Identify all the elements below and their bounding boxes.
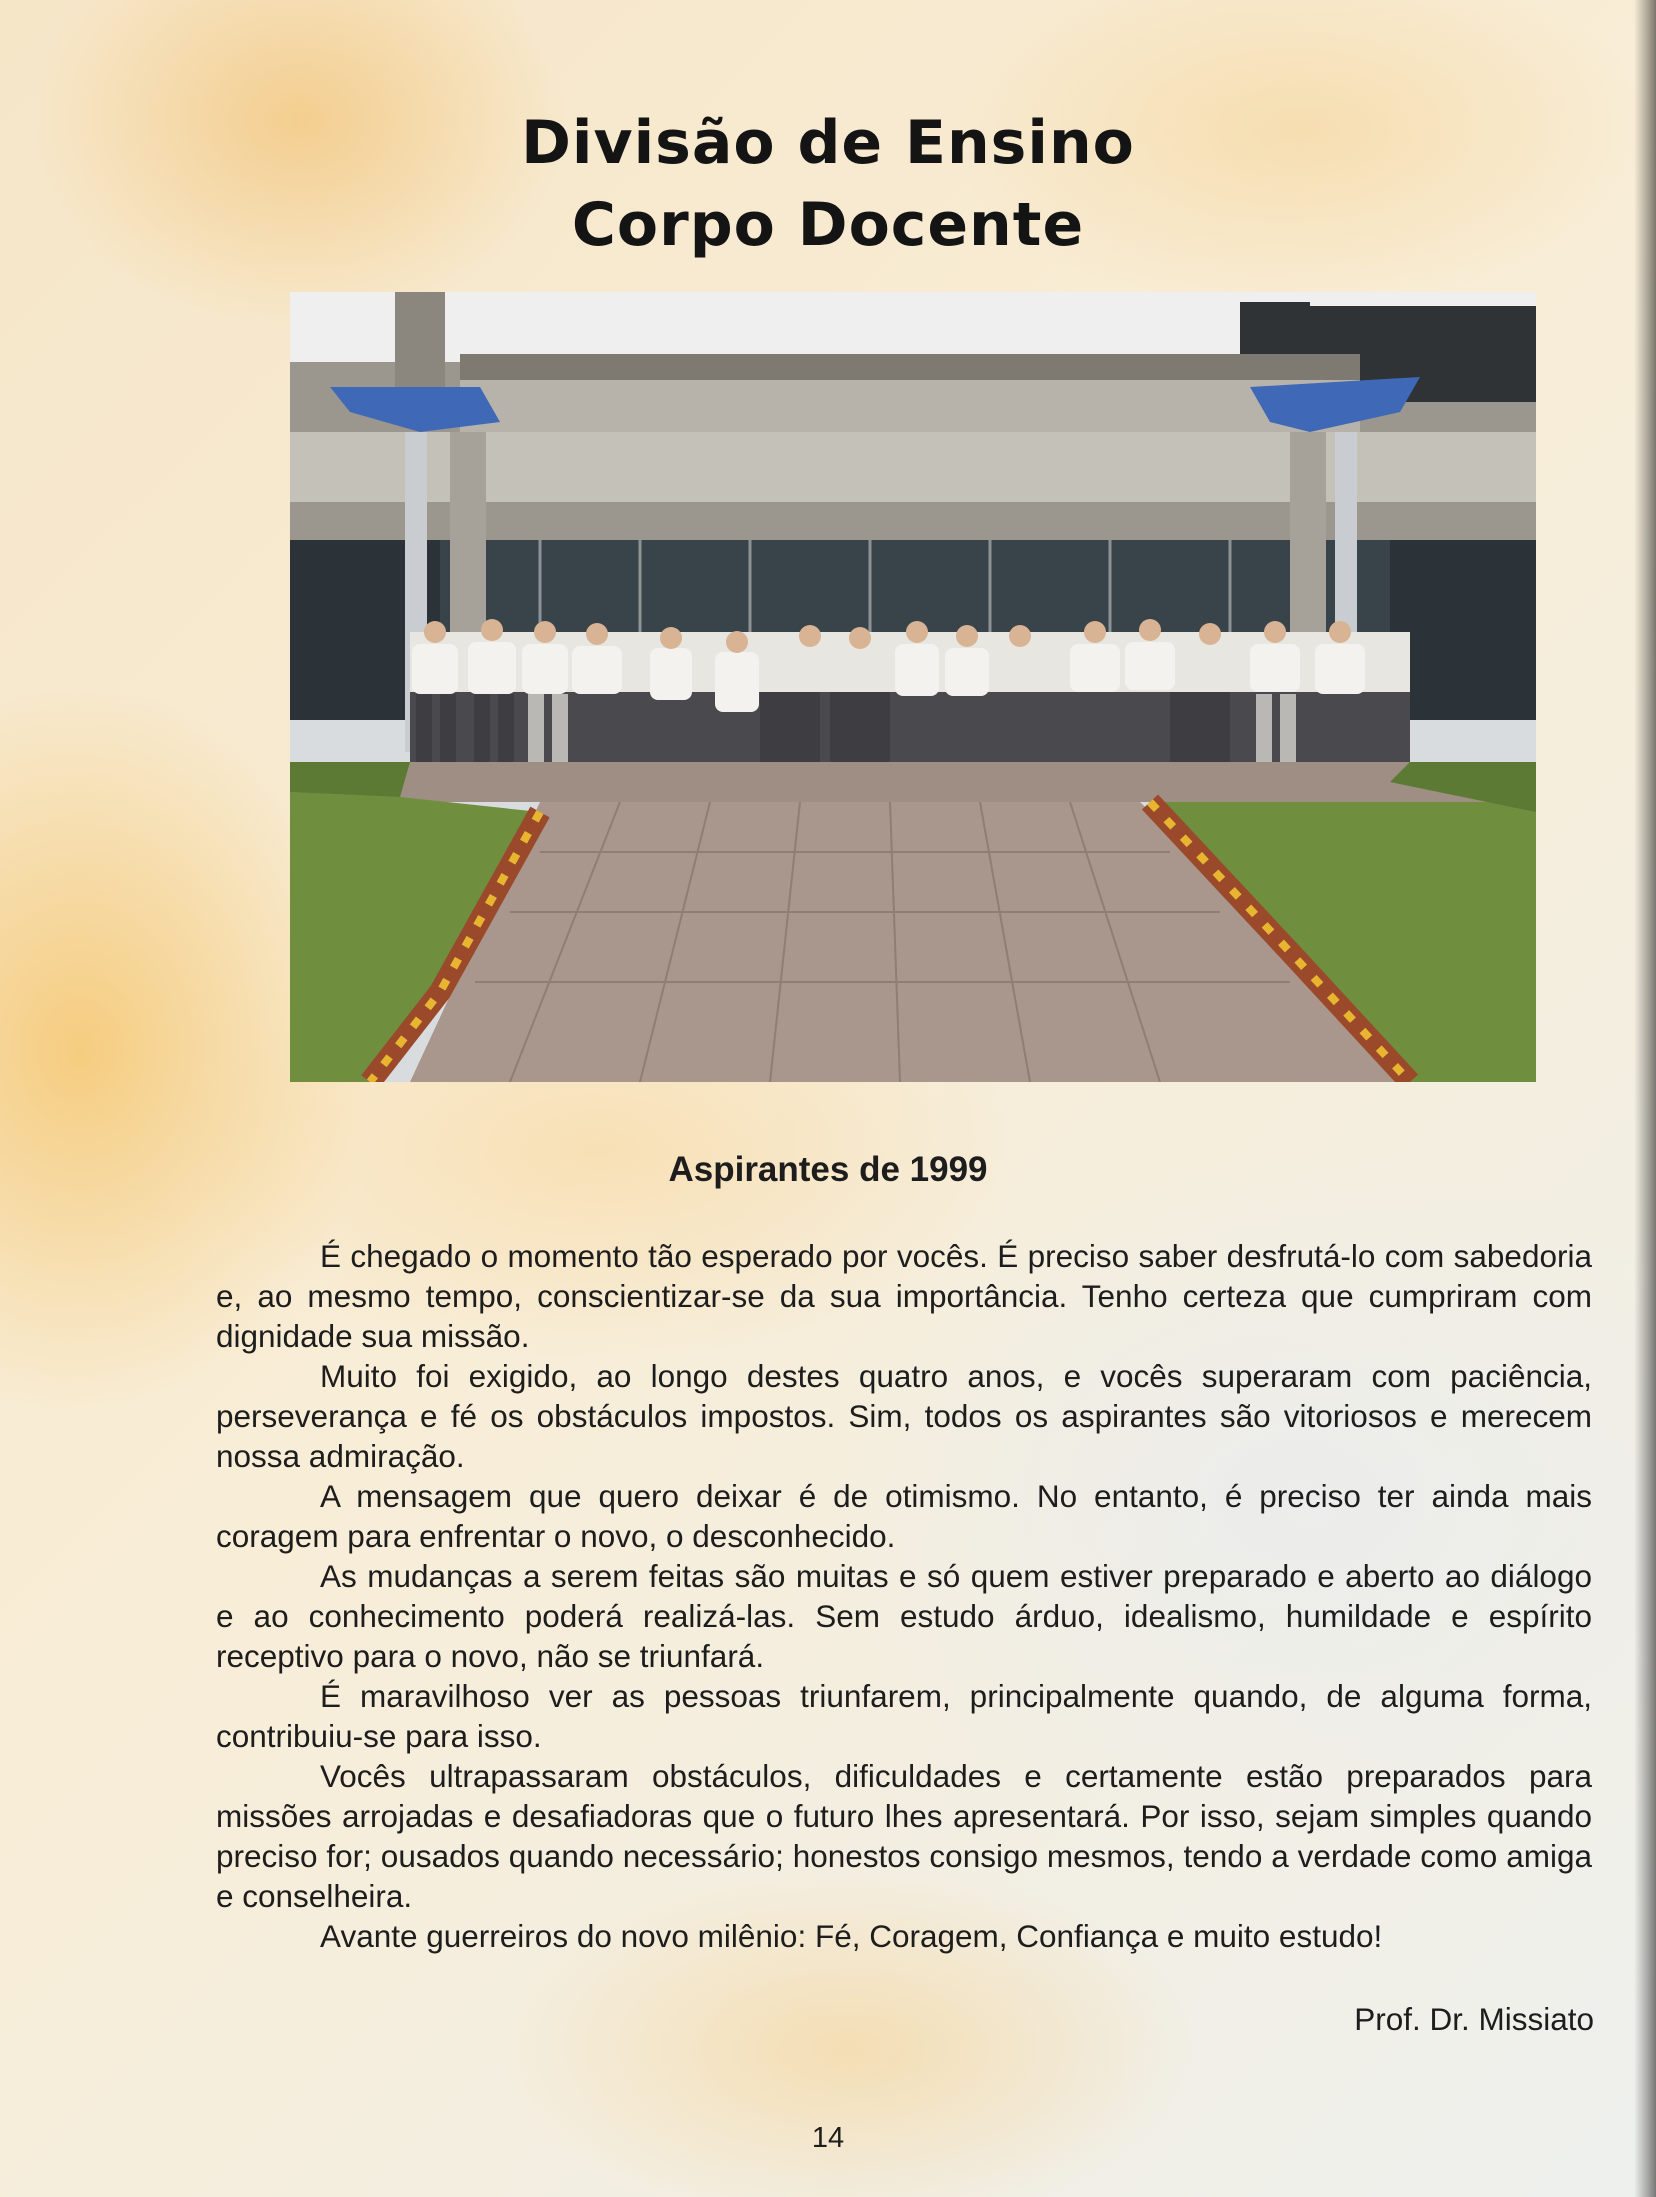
article-heading: Aspirantes de 1999 xyxy=(668,1150,988,1189)
article-paragraph: É maravilhoso ver as pessoas triunfarem, principalmente quando, de alguma forma, contribuiu-se para isso. xyxy=(216,1678,1592,1754)
article-paragraph: É chegado o momento tão esperado por vocês. É preciso saber desfrutá-lo com sabedoria e, ao mesmo tempo, conscientizar-se da sua importância. Tenho certeza que cumpriram com dignidade sua missão. xyxy=(216,1238,1592,1354)
page-title-line2: Corpo Docente xyxy=(571,190,1085,260)
article-paragraph: A mensagem que quero deixar é de otimismo. No entanto, é preciso ter ainda mais coragem para enfrentar o novo, o desconhecido. xyxy=(216,1478,1592,1554)
page-binding-edge xyxy=(1634,0,1656,2197)
article-paragraph: Vocês ultrapassaram obstáculos, dificuldades e certamente estão preparados para missões arrojadas e desafiadoras que o futuro lhes apresentará. Por isso, sejam simples quando preciso for; ousados quando necessário; honestos consigo mesmos, tendo a verdade como amiga e conselheira. xyxy=(216,1758,1592,1914)
article-paragraph: Avante guerreiros do novo milênio: Fé, Coragem, Confiança e muito estudo! xyxy=(320,1918,1383,1954)
author-signature: Prof. Dr. Missiato xyxy=(1354,2001,1594,2037)
page-number: 14 xyxy=(811,2122,845,2154)
article-body xyxy=(216,1236,1592,1956)
article-paragraph: As mudanças a serem feitas são muitas e só quem estiver preparado e aberto ao diálogo e ao conhecimento poderá realizá-las. Sem estudo árduo, idealismo, humildade e espírito receptivo para o novo, não se triunfará. xyxy=(216,1558,1592,1674)
page-title-line1: Divisão de Ensino xyxy=(521,108,1135,178)
group-photo xyxy=(290,292,1536,1082)
article-paragraph: Muito foi exigido, ao longo destes quatro anos, e vocês superaram com paciência, perseverança e fé os obstáculos impostos. Sim, todos os aspirantes são vitoriosos e merecem nossa admiração. xyxy=(216,1358,1592,1474)
